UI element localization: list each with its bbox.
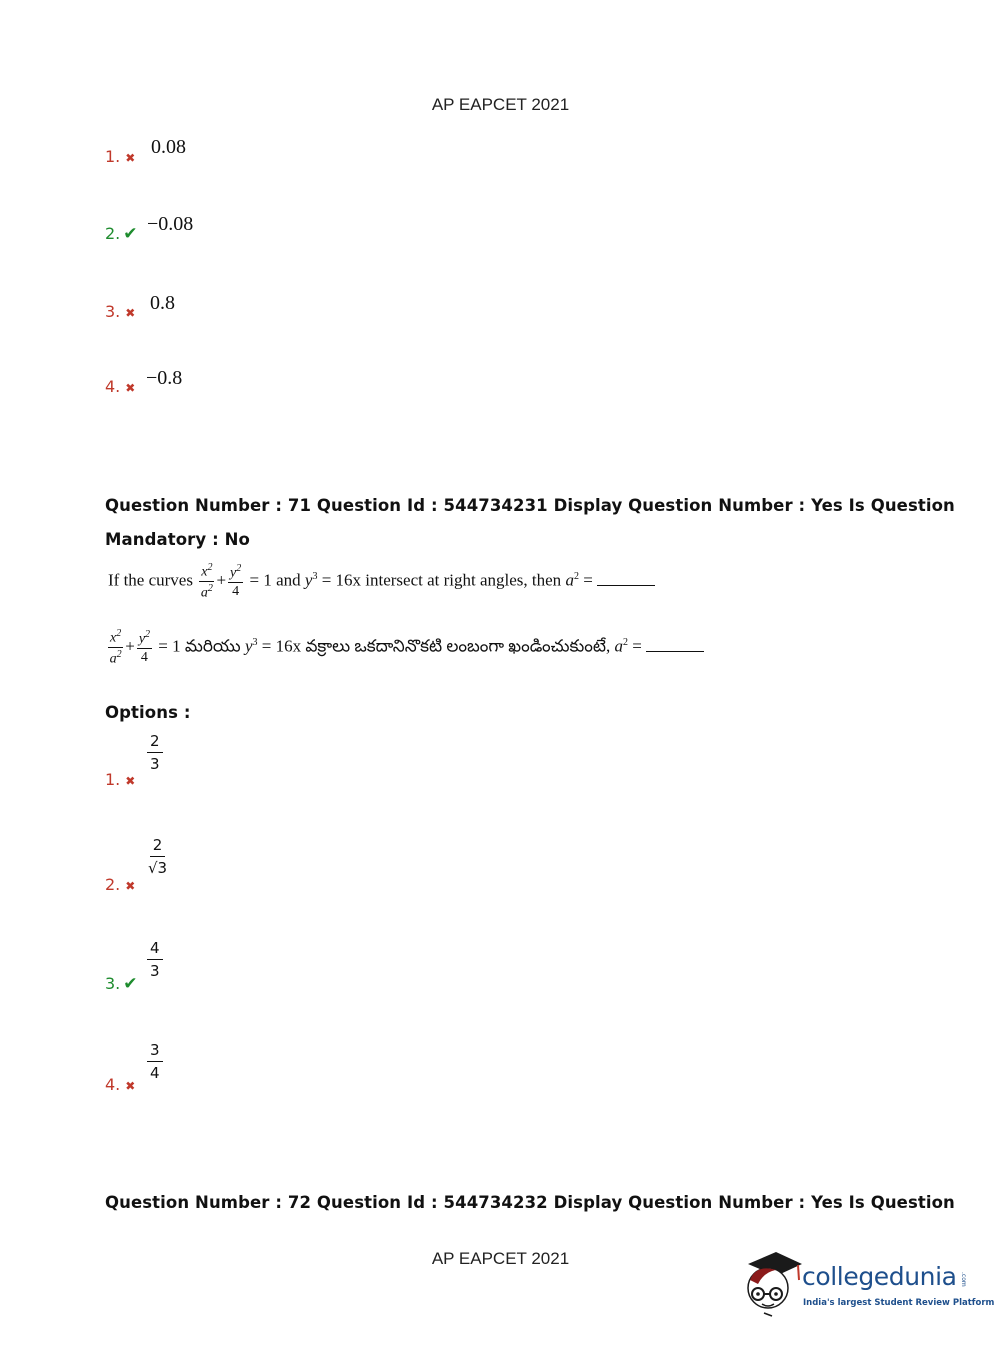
- wrong-cross-icon: ✖: [125, 306, 136, 320]
- option-3-fraction: [147, 941, 163, 979]
- option-number: 4.: [105, 377, 121, 396]
- fraction-y2-4: $\frac{y^2}{4}$: [138, 629, 151, 665]
- numerator: 2: [150, 838, 166, 857]
- option-4-fraction: [147, 1043, 163, 1081]
- option-number: 2.: [105, 224, 121, 243]
- option-number: 1.: [105, 147, 121, 166]
- numerator: 4: [147, 941, 163, 960]
- wrong-cross-icon: ✖: [125, 381, 136, 395]
- question-text: =: [632, 636, 642, 656]
- question-71-text-english: If the curves $\frac{x^2}{a^2}$ + $\frac{y^2}{4}$ = 1 and $y^3 = 16x$ intersect at right angles, then $a^2$ =: [108, 563, 655, 600]
- prev-option-4: [105, 377, 135, 397]
- numerator: 3: [147, 1043, 163, 1062]
- wrong-cross-icon: ✖: [125, 151, 136, 165]
- page-footer-title: AP EAPCET 2021: [431, 1249, 570, 1268]
- prev-option-1-value: 0.08: [151, 136, 186, 158]
- denominator: 3: [150, 962, 160, 980]
- question-71-header-line1: Question Number : 71 Question Id : 544734231 Display Question Number : Yes Is Question: [105, 496, 955, 515]
- collegedunia-wordmark: collegedunia: [802, 1262, 957, 1291]
- option-number: 1.: [105, 770, 121, 789]
- option-number: 3.: [105, 974, 121, 993]
- prev-option-2-value: −0.08: [147, 213, 194, 235]
- question-text: =: [583, 570, 593, 590]
- collegedunia-mascot-icon: [742, 1250, 804, 1320]
- option-number: 2.: [105, 875, 121, 894]
- fraction-x2-a2: $\frac{x^2}{a^2}$: [109, 628, 122, 667]
- correct-check-icon: ✔: [123, 224, 138, 243]
- question-text: = 1 మరియు: [158, 636, 241, 656]
- denominator: 4: [150, 1064, 160, 1082]
- correct-check-icon: ✔: [123, 974, 138, 993]
- answer-blank: [646, 650, 704, 652]
- wrong-cross-icon: ✖: [125, 879, 136, 893]
- question-71-header-line2: Mandatory : No: [105, 530, 250, 549]
- page-header-title: AP EAPCET 2021: [431, 95, 570, 114]
- option-number: 4.: [105, 1075, 121, 1094]
- answer-blank: [597, 584, 655, 586]
- numerator: 2: [147, 734, 163, 753]
- question-text: = 1 and: [249, 570, 301, 590]
- option-2-fraction: [148, 838, 167, 876]
- question-text: = 16x intersect at right angles, then: [321, 570, 562, 590]
- fraction-y2-4: $\frac{y^2}{4}$: [230, 563, 242, 599]
- collegedunia-domain-suffix: .com: [960, 1272, 967, 1287]
- prev-option-4-value: −0.8: [146, 367, 183, 389]
- option-1-fraction: [147, 734, 163, 772]
- option-2: [105, 875, 135, 895]
- option-1: [105, 770, 135, 790]
- question-text: If the curves: [108, 570, 193, 590]
- question-71-text-telugu: $\frac{x^2}{a^2}$ + $\frac{y^2}{4}$ = 1 మరియు $y^3 = 16x$ వక్రాలు ఒకదానినొకటి లంబంగా ఖండించుకుంటే, $a^2$ =: [106, 629, 704, 666]
- prev-option-1: [105, 147, 135, 167]
- question-text: = 16x వక్రాలు ఒకదానినొకటి లంబంగా ఖండించుకుంటే,: [261, 636, 611, 656]
- wrong-cross-icon: ✖: [125, 774, 136, 788]
- option-3: [105, 974, 138, 994]
- prev-option-2: [105, 224, 138, 244]
- wrong-cross-icon: ✖: [125, 1079, 136, 1093]
- option-number: 3.: [105, 302, 121, 321]
- denominator: 3: [150, 755, 160, 773]
- options-label: Options :: [105, 703, 191, 722]
- prev-option-3-value: 0.8: [150, 292, 175, 314]
- collegedunia-tagline: India's largest Student Review Platform: [803, 1298, 995, 1308]
- option-4: [105, 1075, 135, 1095]
- denominator: √3: [148, 859, 168, 877]
- fraction-x2-a2: $\frac{x^2}{a^2}$: [200, 562, 213, 601]
- prev-option-3: [105, 302, 135, 322]
- question-72-header-line1: Question Number : 72 Question Id : 544734232 Display Question Number : Yes Is Question: [105, 1193, 955, 1212]
